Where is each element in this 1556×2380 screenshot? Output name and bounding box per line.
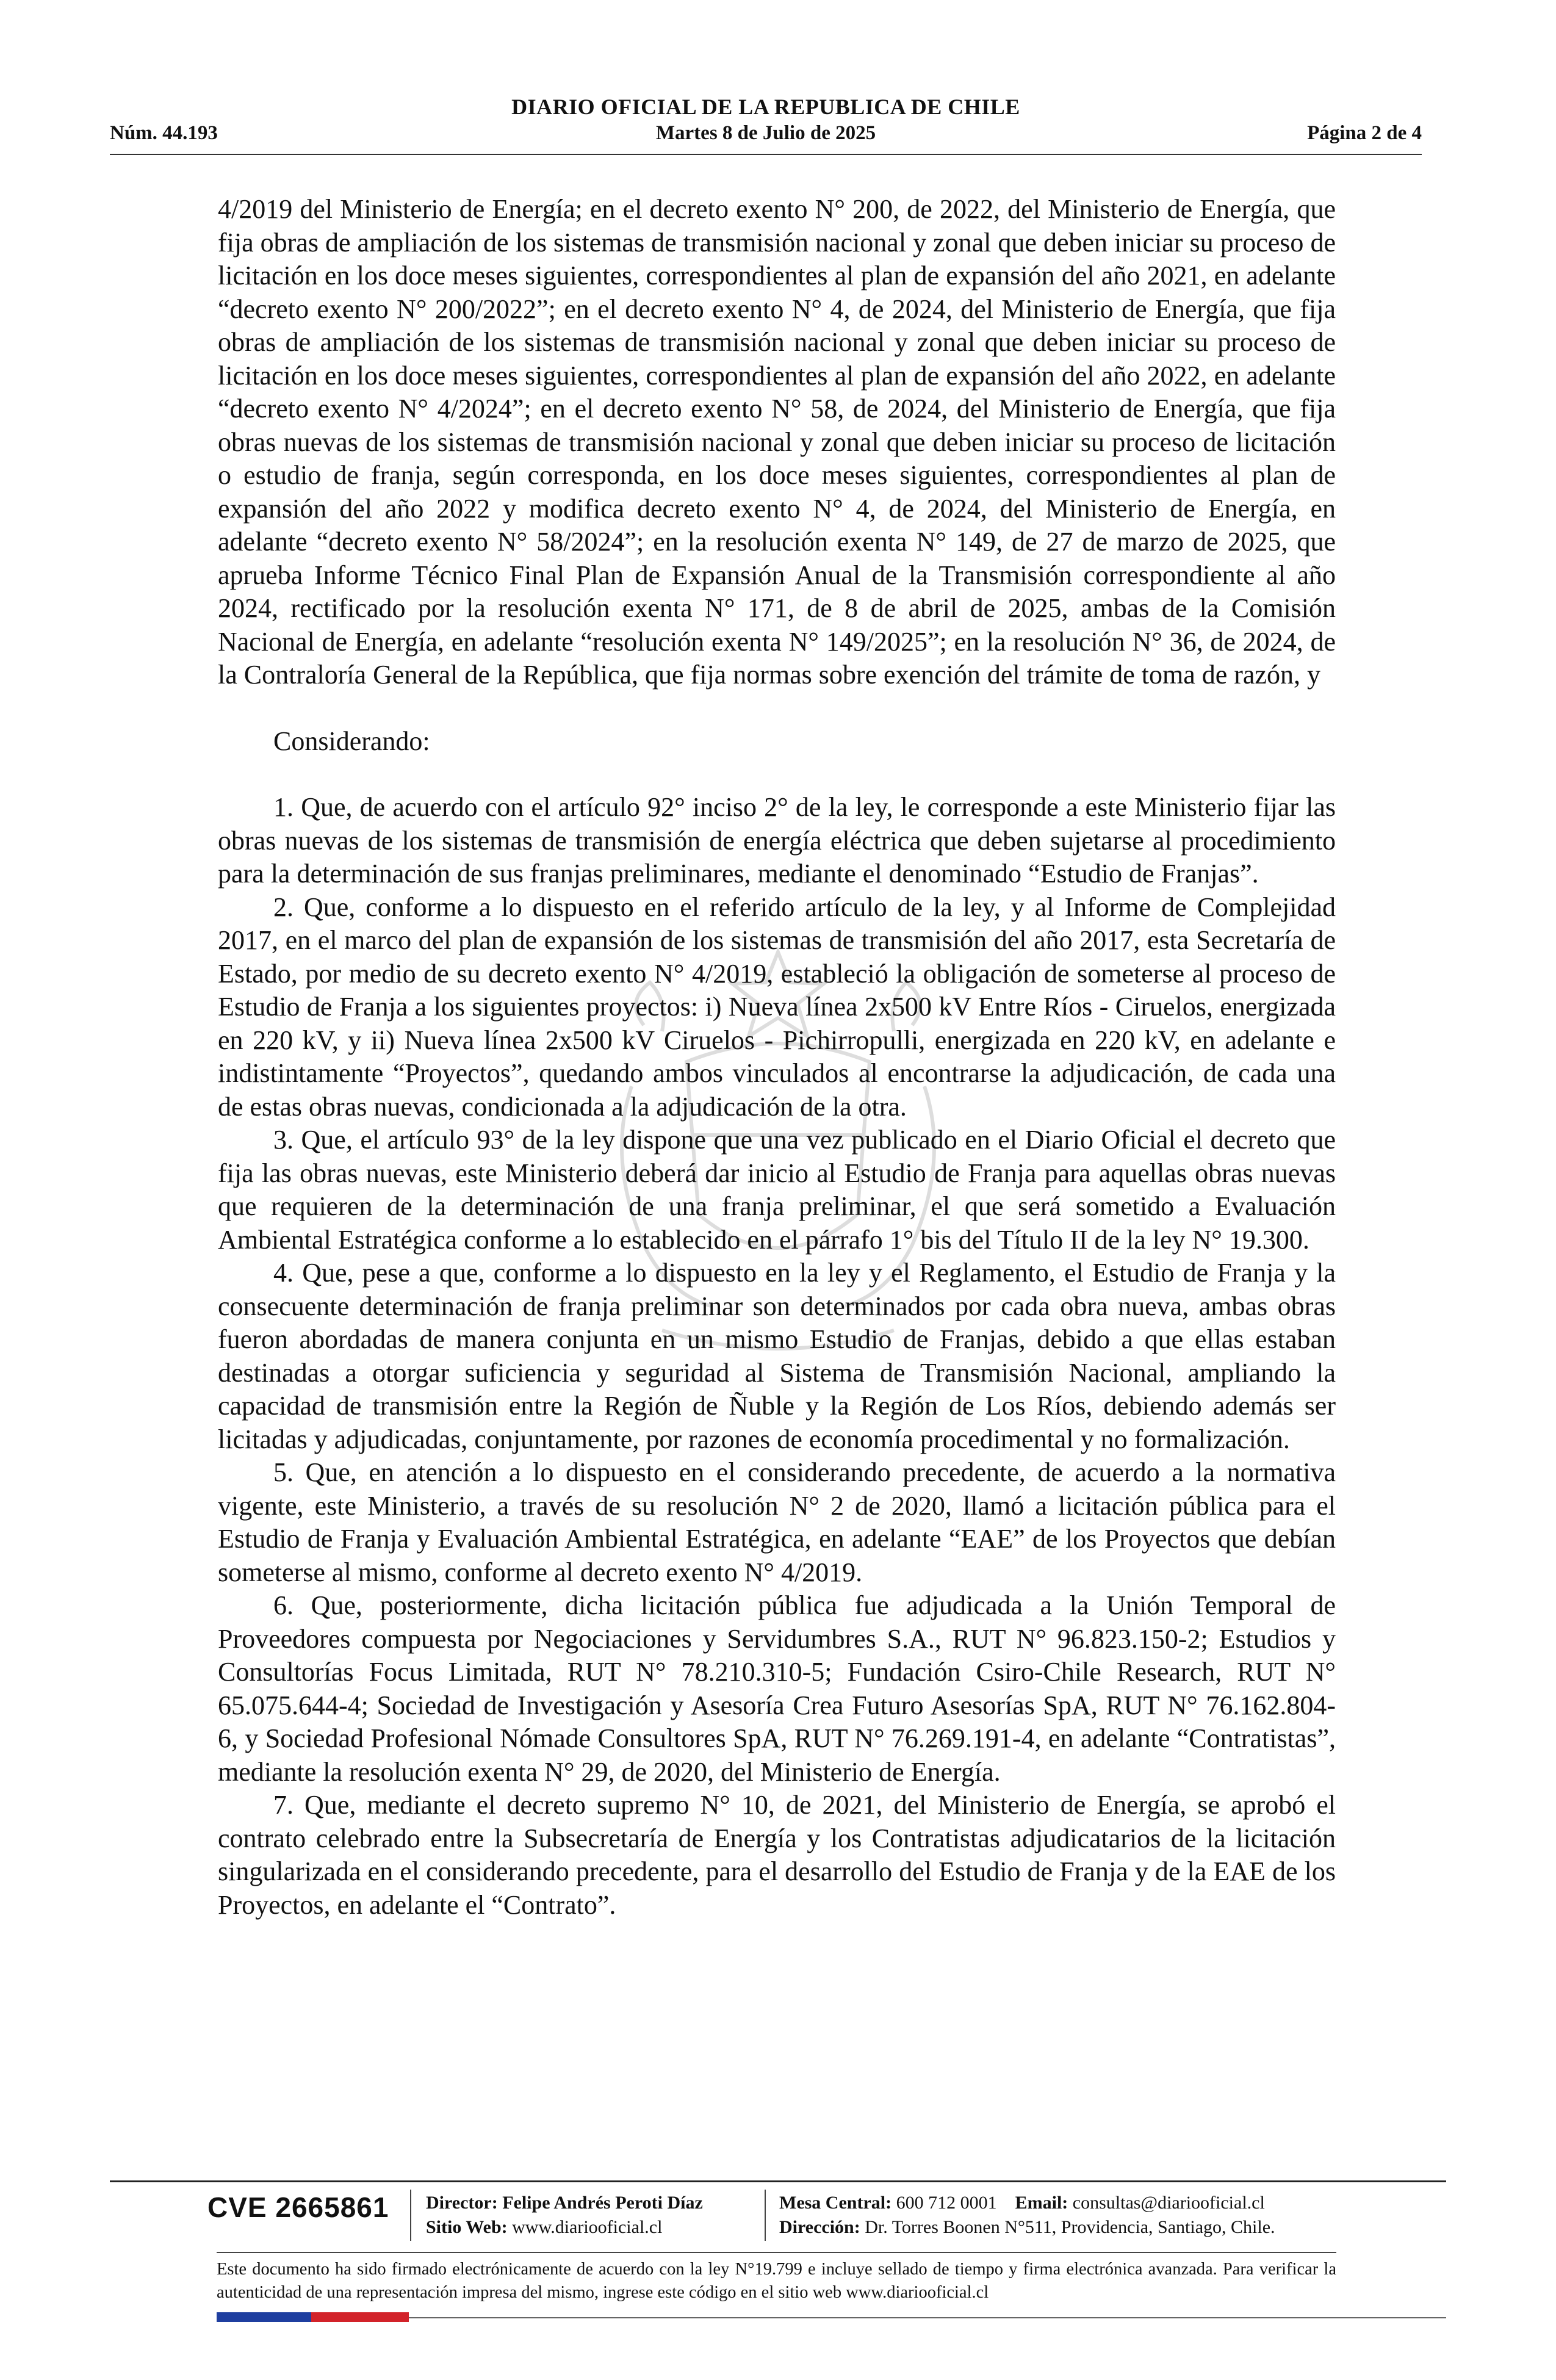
- clause-7: 7. Que, mediante el decreto supremo N° 10, de 2021, del Ministerio de Energía, se aprobó el contrato celebrado entre la Subsecretaría de Energía y los Contratistas adjudicatarios de la licitación singularizada en el considerando precedente, para el desarrollo del Estudio de Franja y de la EAE de los Proyectos, en adelante el “Contrato”.: [218, 1790, 1336, 1920]
- clause-4: 4. Que, pese a que, conforme a lo dispuesto en la ley y el Reglamento, el Estudio de Franja y la consecuente determinación de franja preliminar son determinados por cada obra nueva, ambas obras fueron abordadas de manera conjunta en un mismo Estudio de Franjas, debido a que ellas estaban destinadas a otorgar suficiencia y seguridad al Sistema de Transmisión Nacional, ampliando la capacidad de transmisión entre la Región de Ñuble y la Región de Los Ríos, debiendo además ser licitadas y adjudicadas, conjuntamente, por razones de economía procedimental y no formalización.: [218, 1258, 1336, 1454]
- email-link[interactable]: consultas@diariooficial.cl: [1072, 2193, 1265, 2213]
- header-divider: [110, 154, 1422, 155]
- footer-divider-middle: [217, 2252, 1336, 2253]
- clause-1: 1. Que, de acuerdo con el artículo 92° inciso 2° de la ley, le corresponde a este Ministerio fijar las obras nuevas de los sistemas de transmisión de energía eléctrica que deben sujetarse al procedimiento para la determinación de sus franjas preliminares, mediante el denominado “Estudio de Franjas”.: [218, 792, 1336, 889]
- clause-6: 6. Que, posteriormente, dicha licitación pública fue adjudicada a la Unión Temporal de Proveedores compuesta por Negociaciones y Servidumbres S.A., RUT N° 96.823.150-2; Estudios y Consultorías Focus Limitada, RUT N° 78.210.310-5; Fundación Csiro-Chile Research, RUT N° 65.075.644-4; Sociedad de Investigación y Asesoría Crea Futuro Asesorías SpA, RUT N° 76.162.804-6, y Sociedad Profesional Nómade Consultores SpA, RUT N° 76.269.191-4, en adelante “Contratistas”, mediante la resolución exenta N° 29, de 2020, del Ministerio de Energía.: [218, 1590, 1336, 1787]
- footer-divider-top: [110, 2180, 1446, 2182]
- clause-5: 5. Que, en atención a lo dispuesto en el considerando precedente, de acuerdo a la normativa vigente, este Ministerio, a través de su resolución N° 2 de 2020, llamó a licitación pública para el Estudio de Franja y Evaluación Ambiental Estratégica, en adelante “EAE” de los Proyectos que debían someterse al mismo, conforme al decreto exento N° 4/2019.: [218, 1457, 1336, 1587]
- intro-paragraph: 4/2019 del Ministerio de Energía; en el decreto exento N° 200, de 2022, del Ministerio de Energía, que fija obras de ampliación de los sistemas de transmisión nacional y zonal que deben iniciar su proceso de licitación en los doce meses siguientes, correspondientes al plan de expansión del año 2021, en adelante “decreto exento N° 200/2022”; en el decreto exento N° 4, de 2024, del Ministerio de Energía, que fija obras de ampliación de los sistemas de transmisión nacional y zonal que deben iniciar su proceso de licitación en los doce meses siguientes, correspondientes al plan de expansión del año 2022, en adelante “decreto exento N° 4/2024”; en el decreto exento N° 58, de 2024, del Ministerio de Energía, que fija obras nuevas de los sistemas de transmisión nacional y zonal que deben iniciar su proceso de licitación o estudio de franja, según corresponda, en los doce meses siguientes, correspondientes al plan de expansión del año 2022 y modifica decreto exento N° 4, de 2024, del Ministerio de Energía, en adelante “decreto exento N° 58/2024”; en la resolución exenta N° 149, de 27 de marzo de 2025, que aprueba Informe Técnico Final Plan de Expansión Anual de la Transmisión correspondiente al año 2024, rectificado por la resolución exenta N° 171, de 8 de abril de 2025, ambas de la Comisión Nacional de Energía, en adelante “resolución exenta N° 149/2025”; en la resolución N° 36, de 2024, de la Contraloría General de la República, que fija normas sobre exención del trámite de toma de razón, y: [218, 194, 1336, 690]
- address-text: Dr. Torres Boonen N°511, Providencia, Santiago, Chile.: [865, 2217, 1275, 2237]
- flag-red-segment: [311, 2312, 409, 2322]
- director-name: Felipe Andrés Peroti Díaz: [502, 2193, 703, 2213]
- footer-separator: [765, 2190, 766, 2241]
- issue-number: Núm. 44.193: [110, 122, 218, 144]
- website-link[interactable]: www.diariooficial.cl: [512, 2217, 663, 2237]
- flag-blue-segment: [217, 2312, 311, 2322]
- phone-label: Mesa Central:: [779, 2193, 892, 2213]
- clause-2: 2. Que, conforme a lo dispuesto en el referido artículo de la ley, y al Informe de Complejidad 2017, en el marco del plan de expansión de los sistemas de transmisión del año 2017, esta Secretaría de Estado, por medio de su decreto exento N° 4/2019, estableció la obligación de someterse al proceso de Estudio de Franja a los siguientes proyectos: i) Nueva línea 2x500 kV Entre Ríos - Ciruelos, energizada en 220 kV, y ii) Nueva línea 2x500 kV Ciruelos - Pichirropulli, energizada en 220 kV, en adelante e indistintamente “Proyectos”, quedando ambos vinculados al encontrarse la adjudicación, de cada una de estas obras nuevas, condicionada a la adjudicación de la otra.: [218, 892, 1336, 1122]
- footer-contact-block: [779, 2191, 1275, 2240]
- publication-title: DIARIO OFICIAL DE LA REPUBLICA DE CHILE: [511, 95, 1020, 119]
- address-label: Dirección:: [779, 2217, 860, 2237]
- footer-separator: [410, 2190, 411, 2241]
- cve-code: CVE 2665861: [207, 2191, 389, 2223]
- email-label: Email:: [1015, 2193, 1068, 2213]
- page-header: [110, 92, 1422, 159]
- website-label: Sitio Web:: [426, 2217, 508, 2237]
- footer-director-block: [426, 2191, 703, 2240]
- phone-number: 600 712 0001: [896, 2193, 997, 2213]
- footer-divider-bottom: [409, 2317, 1446, 2318]
- director-label: Director:: [426, 2193, 498, 2213]
- considerando-heading: Considerando:: [273, 726, 430, 756]
- flag-color-bar: [217, 2312, 409, 2322]
- decree-body: [218, 193, 1336, 1922]
- clause-3: 3. Que, el artículo 93° de la ley dispone que una vez publicado en el Diario Oficial el decreto que fija las obras nuevas, este Ministerio deberá dar inicio al Estudio de Franja para aquellas obras nuevas que requieren de la determinación de una franja preliminar, el que será sometido a Evaluación Ambiental Estratégica conforme a lo establecido en el párrafo 1° bis del Título II de la ley N° 19.300.: [218, 1125, 1336, 1255]
- page-number: Página 2 de 4: [1307, 122, 1422, 144]
- electronic-signature-note: Este documento ha sido firmado electrónicamente de acuerdo con la ley N°19.799 e incluye sellado de tiempo y firma electrónica avanzada. Para verificar la autenticidad de una representación impresa del mismo, ingrese este código en el sitio web www.diariooficial.cl: [217, 2260, 1336, 2302]
- issue-date: Martes 8 de Julio de 2025: [655, 122, 876, 144]
